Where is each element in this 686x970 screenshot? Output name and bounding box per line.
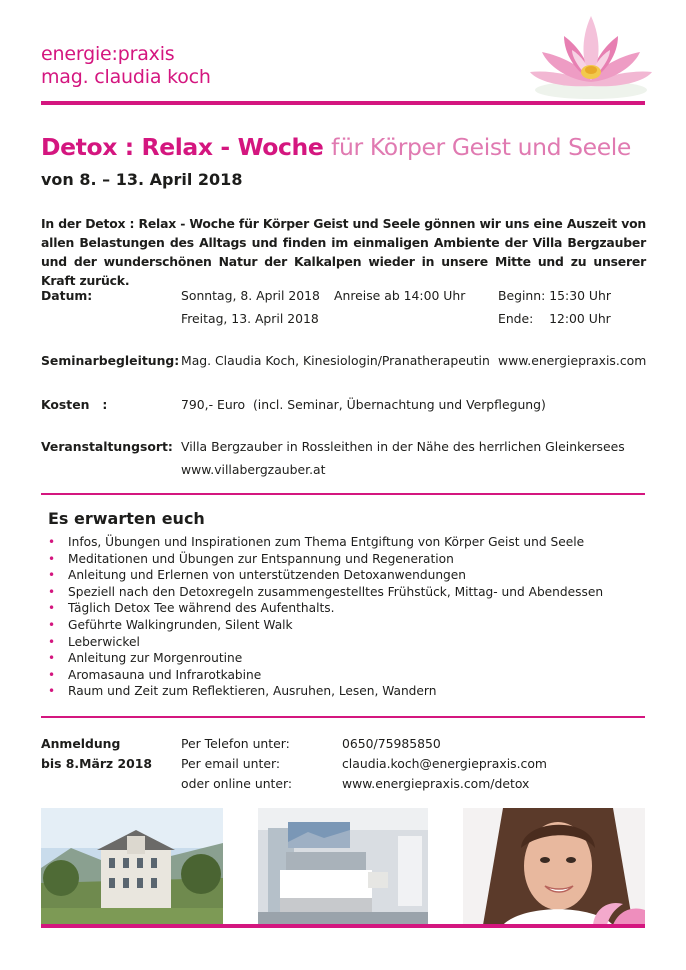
list-item: • Meditationen und Übungen zur Entspannung und Regeneration — [47, 551, 603, 568]
title-main: Detox : Relax - Woche — [41, 133, 332, 161]
section-divider — [41, 716, 645, 718]
hotel-room-photo — [258, 808, 428, 925]
email-link[interactable]: claudia.koch@energiepraxis.com — [342, 756, 548, 771]
ort-label: Veranstaltungsort: — [41, 439, 173, 454]
seminar-website-link[interactable]: www.energiepraxis.com — [498, 353, 647, 368]
list-item: • Anleitung zur Morgenroutine — [47, 650, 603, 667]
begin-time: Beginn: 15:30 Uhr — [498, 288, 611, 303]
registration-deadline: bis 8.März 2018 — [41, 756, 152, 771]
intro-paragraph: In der Detox : Relax - Woche für Körper Geist und Seele gönnen wir uns eine Auszeit von allen Belastungen des Alltags und finden im einmaligen Ambiente der Villa Bergzauber und der wunderschönen Natur der Kalkalpen wieder in unsere Mitte und zu unserer Kraft zurück. — [41, 216, 646, 288]
expect-title: Es erwarten euch — [48, 509, 205, 528]
end-time: Ende: 12:00 Uhr — [498, 311, 611, 326]
footer-divider — [41, 924, 645, 928]
villa-website-link[interactable]: www.villabergzauber.at — [181, 462, 326, 477]
expect-list — [47, 534, 603, 700]
brand-name: energie:praxis — [41, 43, 175, 65]
date-start: Sonntag, 8. April 2018 — [181, 288, 320, 303]
list-item: • Leberwickel — [47, 634, 603, 651]
registration-label: Anmeldung — [41, 736, 121, 751]
list-item: • Täglich Detox Tee während des Aufenthalts. — [47, 600, 603, 617]
list-item: • Raum und Zeit zum Reflektieren, Ausruhen, Lesen, Wandern — [47, 683, 603, 700]
seminar-leader: Mag. Claudia Koch, Kinesiologin/Pranatherapeutin — [181, 353, 490, 368]
lotus-flower-icon — [528, 10, 654, 100]
kosten-label: Kosten : — [41, 397, 108, 412]
date-range: von 8. – 13. April 2018 — [41, 170, 243, 189]
villa-photo — [41, 808, 223, 925]
kosten-value: 790,- Euro (incl. Seminar, Übernachtung und Verpflegung) — [181, 397, 546, 412]
list-item: • Speziell nach den Detoxregeln zusammengestelltes Frühstück, Mittag- und Abendessen — [47, 584, 603, 601]
email-label: Per email unter: — [181, 756, 281, 771]
list-item: • Aromasauna und Infrarotkabine — [47, 667, 603, 684]
section-divider — [41, 493, 645, 495]
arrival-time: Anreise ab 14:00 Uhr — [334, 288, 466, 303]
title-sub: für Körper Geist und Seele — [331, 133, 631, 161]
list-item: • Infos, Übungen und Inspirationen zum Thema Entgiftung von Körper Geist und Seele — [47, 534, 603, 551]
page-title — [41, 133, 631, 161]
brand-owner: mag. claudia koch — [41, 66, 211, 88]
list-item: • Anleitung und Erlernen von unterstützenden Detoxanwendungen — [47, 567, 603, 584]
ort-value: Villa Bergzauber in Rossleithen in der Nähe des herrlichen Gleinkersees — [181, 439, 625, 454]
header-divider — [41, 101, 645, 105]
portrait-photo — [463, 808, 645, 925]
date-end: Freitag, 13. April 2018 — [181, 311, 319, 326]
online-link[interactable]: www.energiepraxis.com/detox — [342, 776, 530, 791]
online-label: oder online unter: — [181, 776, 293, 791]
phone-label: Per Telefon unter: — [181, 736, 290, 751]
brand-logo-text — [41, 42, 211, 89]
datum-label: Datum: — [41, 288, 93, 303]
seminar-label: Seminarbegleitung: — [41, 353, 180, 368]
phone-link[interactable]: 0650/75985850 — [342, 736, 441, 751]
list-item: • Geführte Walkingrunden, Silent Walk — [47, 617, 603, 634]
